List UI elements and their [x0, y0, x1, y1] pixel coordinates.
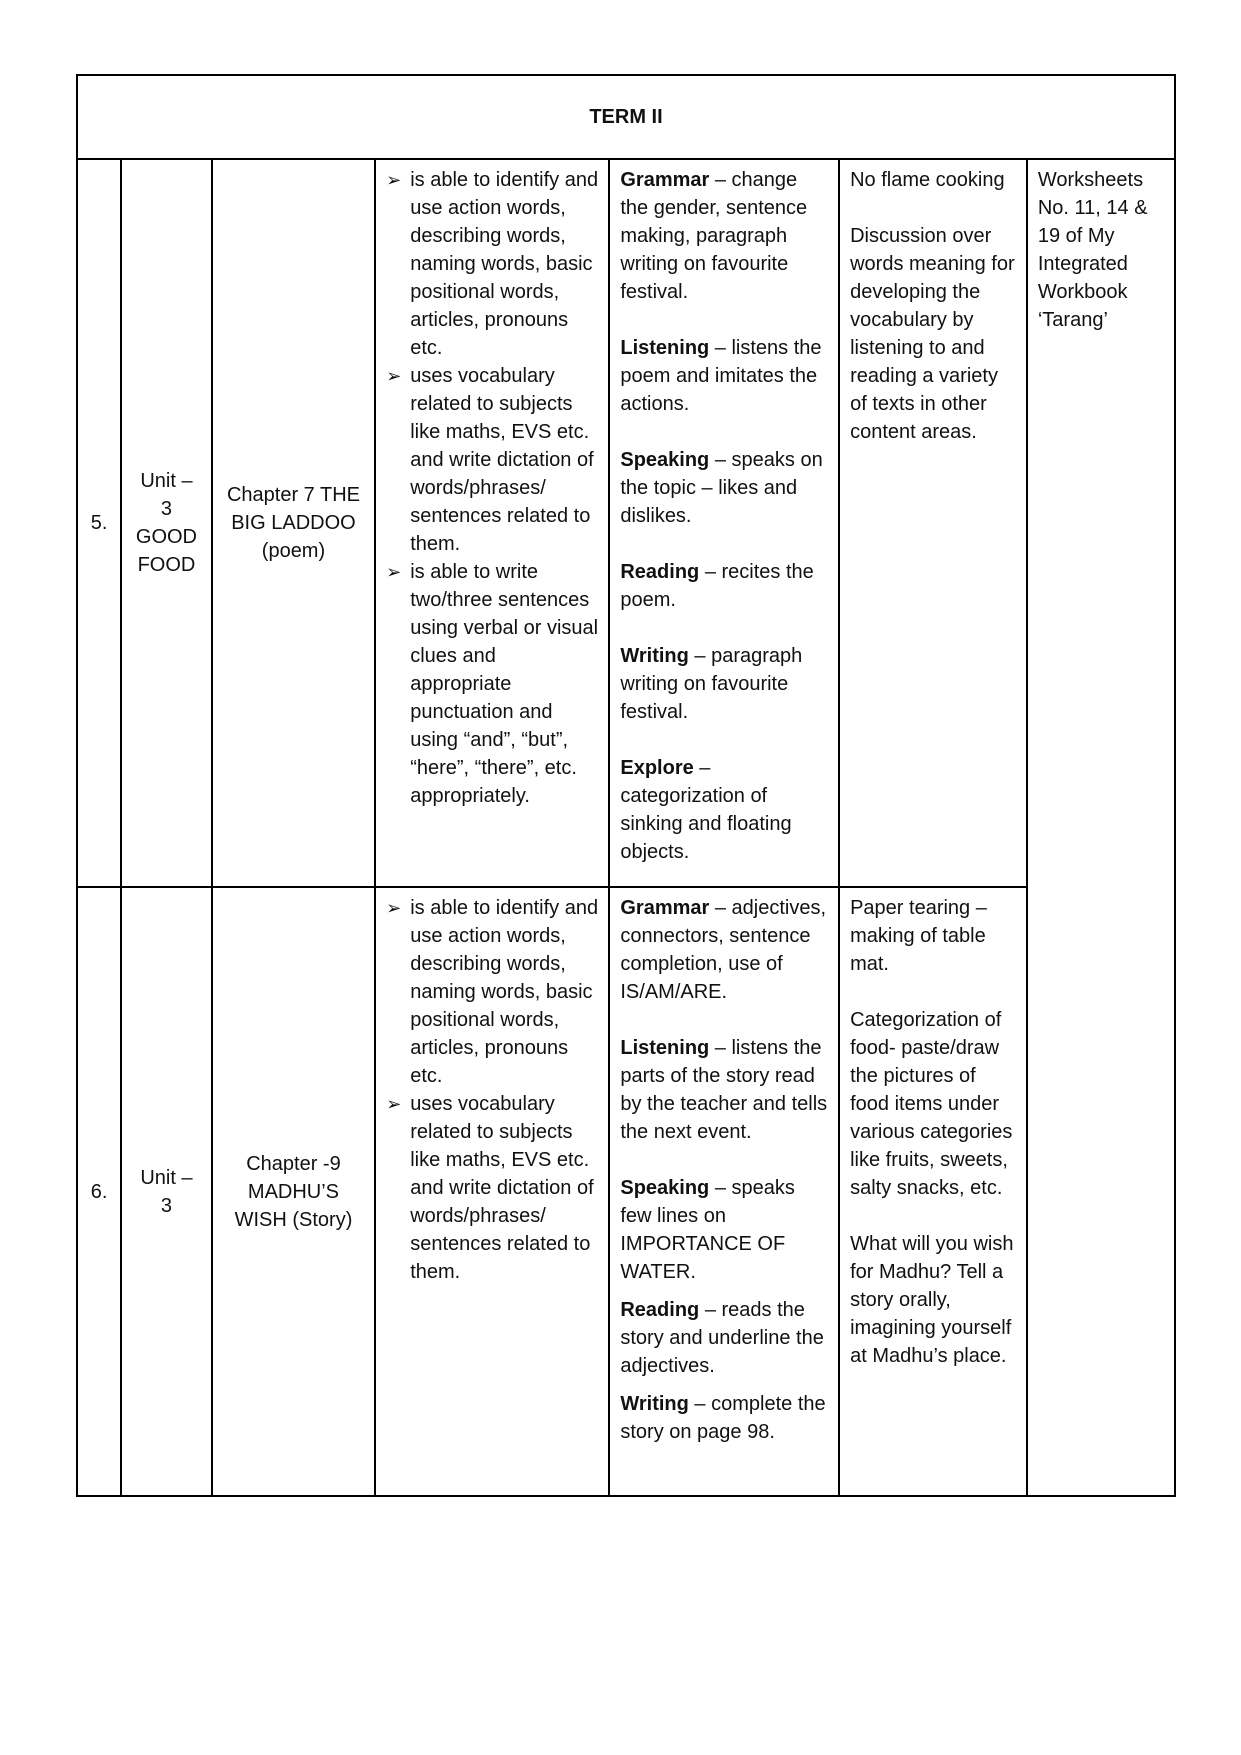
activities-cell [609, 887, 839, 1496]
activity-item: Listening – listens the poem and imitates the actions. [620, 337, 822, 415]
unit-cell: Unit – 3 GOOD FOOD [121, 159, 212, 887]
arrow-bullet-icon: ➢ [386, 170, 402, 190]
integration-cell [839, 887, 1027, 1496]
arrow-bullet-icon: ➢ [386, 898, 402, 918]
serial-number: 6. [77, 887, 121, 1496]
integration-item: No flame cooking [850, 169, 1005, 191]
integration-item: Paper tearing – making of table mat. [850, 897, 987, 975]
activity-item: Reading – reads the story and underline the adjectives. [620, 1299, 824, 1377]
activity-item: Writing – complete the story on page 98. [620, 1393, 826, 1443]
chapter-cell: Chapter -9 MADHU’S WISH (Story) [212, 887, 375, 1496]
activity-item: Explore – categorization of sinking and floating objects. [620, 757, 792, 863]
activity-item: Speaking – speaks few lines on IMPORTANCE OF WATER. [620, 1177, 795, 1283]
arrow-bullet-icon: ➢ [386, 1094, 402, 1114]
table-row [77, 159, 1175, 887]
term-title: TERM II [77, 75, 1175, 159]
learning-outcomes-cell [375, 887, 609, 1496]
activity-item: Grammar – adjectives, connectors, sentence completion, use of IS/AM/ARE. [620, 897, 827, 1003]
outcome-item: ➢ is able to identify and use action words, describing words, naming words, basic positional words, articles, pronouns etc. [386, 894, 598, 1090]
resources-cell [1027, 887, 1175, 1496]
chapter-cell: Chapter 7 THE BIG LADDOO (poem) [212, 159, 375, 887]
arrow-bullet-icon: ➢ [386, 366, 402, 386]
activity-item: Writing – paragraph writing on favourite festival. [620, 645, 803, 723]
activity-item: Reading – recites the poem. [620, 561, 814, 611]
serial-number: 5. [77, 159, 121, 887]
resources-cell: Worksheets No. 11, 14 & 19 of My Integrated Workbook ‘Tarang’ [1027, 159, 1175, 887]
activity-item: Listening – listens the parts of the story read by the teacher and tells the next event. [620, 1037, 828, 1143]
integration-item: What will you wish for Madhu? Tell a story orally, imagining yourself at Madhu’s place. [850, 1233, 1014, 1367]
outcome-item: ➢ is able to write two/three sentences using verbal or visual clues and appropriate punctuation and using “and”, “but”, “here”, “there”, etc. appropriately. [386, 558, 598, 810]
outcome-item: ➢ uses vocabulary related to subjects like maths, EVS etc. and write dictation of words/phrases/ sentences related to them. [386, 362, 598, 558]
outcome-item: ➢ is able to identify and use action words, describing words, naming words, basic positional words, articles, pronouns etc. [386, 166, 598, 362]
outcome-item: ➢ uses vocabulary related to subjects like maths, EVS etc. and write dictation of words/phrases/ sentences related to them. [386, 1090, 598, 1286]
activity-item: Speaking – speaks on the topic – likes and dislikes. [620, 449, 823, 527]
term-header-row [77, 75, 1175, 159]
integration-cell [839, 159, 1027, 887]
integration-item: Discussion over words meaning for developing the vocabulary by listening to and reading a variety of texts in other content areas. [850, 225, 1015, 443]
activity-item: Grammar – change the gender, sentence making, paragraph writing on favourite festival. [620, 169, 808, 303]
arrow-bullet-icon: ➢ [386, 562, 402, 582]
learning-outcomes-cell [375, 159, 609, 887]
curriculum-table [76, 74, 1176, 1497]
unit-cell: Unit – 3 [121, 887, 212, 1496]
integration-item: Categorization of food- paste/draw the pictures of food items under various categories like fruits, sweets, salty snacks, etc. [850, 1009, 1013, 1199]
activities-cell [609, 159, 839, 887]
table-row [77, 887, 1175, 1496]
